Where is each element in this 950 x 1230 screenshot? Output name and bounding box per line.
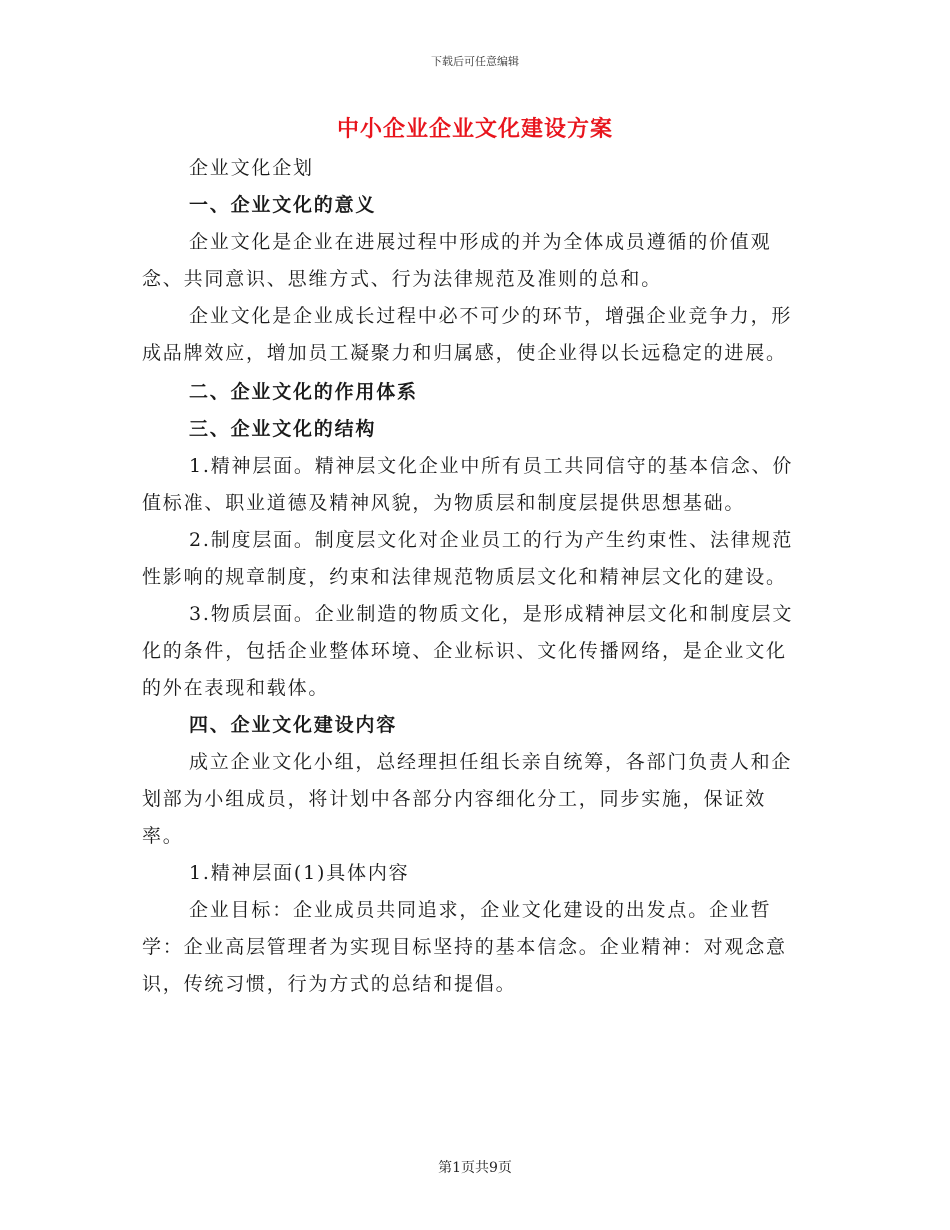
document-body xyxy=(142,150,806,1003)
paragraph: 2.制度层面。制度层文化对企业员工的行为产生约束性、法律规范性影响的规章制度，约束和法律规范物质层文化和精神层文化的建设。 xyxy=(142,529,794,588)
paragraph: 企业文化是企业成长过程中必不可少的环节，增强企业竞争力，形成品牌效应，增加员工凝聚力和归属感，使企业得以长远稳定的进展。 xyxy=(142,305,793,364)
paragraph-subtitle: 企业文化企划 xyxy=(189,157,314,179)
paragraph: 企业文化是企业在进展过程中形成的并为全体成员遵循的价值观念、共同意识、思维方式、行为法律规范及准则的总和。 xyxy=(142,231,772,290)
paragraph: 成立企业文化小组，总经理担任组长亲自统筹，各部门负责人和企划部为小组成员，将计划中各部分内容细化分工，同步实施，保证效率。 xyxy=(142,751,793,847)
header-note: 下载后可任意编辑 xyxy=(431,55,519,68)
section-heading-3: 三、企业文化的结构 xyxy=(189,418,377,440)
section-heading-2: 二、企业文化的作用体系 xyxy=(189,381,418,403)
subsection-heading: 1.精神层面(1)具体内容 xyxy=(189,862,410,884)
paragraph: 企业目标：企业成员共同追求，企业文化建设的出发点。企业哲学：企业高层管理者为实现目标坚持的基本信念。企业精神：对观念意识，传统习惯，行为方式的总结和提倡。 xyxy=(142,899,787,995)
paragraph: 3.物质层面。企业制造的物质文化，是形成精神层文化和制度层文化的条件，包括企业整体环境、企业标识、文化传播网络，是企业文化的外在表现和载体。 xyxy=(142,603,794,699)
section-heading-1: 一、企业文化的意义 xyxy=(189,194,377,216)
page-footer: 第1页共9页 xyxy=(438,1160,512,1176)
document-title: 中小企业企业文化建设方案 xyxy=(336,116,613,142)
paragraph: 1.精神层面。精神层文化企业中所有员工共同信守的基本信念、价值标准、职业道德及精神风貌，为物质层和制度层提供思想基础。 xyxy=(142,455,794,514)
section-heading-4: 四、企业文化建设内容 xyxy=(189,714,398,736)
